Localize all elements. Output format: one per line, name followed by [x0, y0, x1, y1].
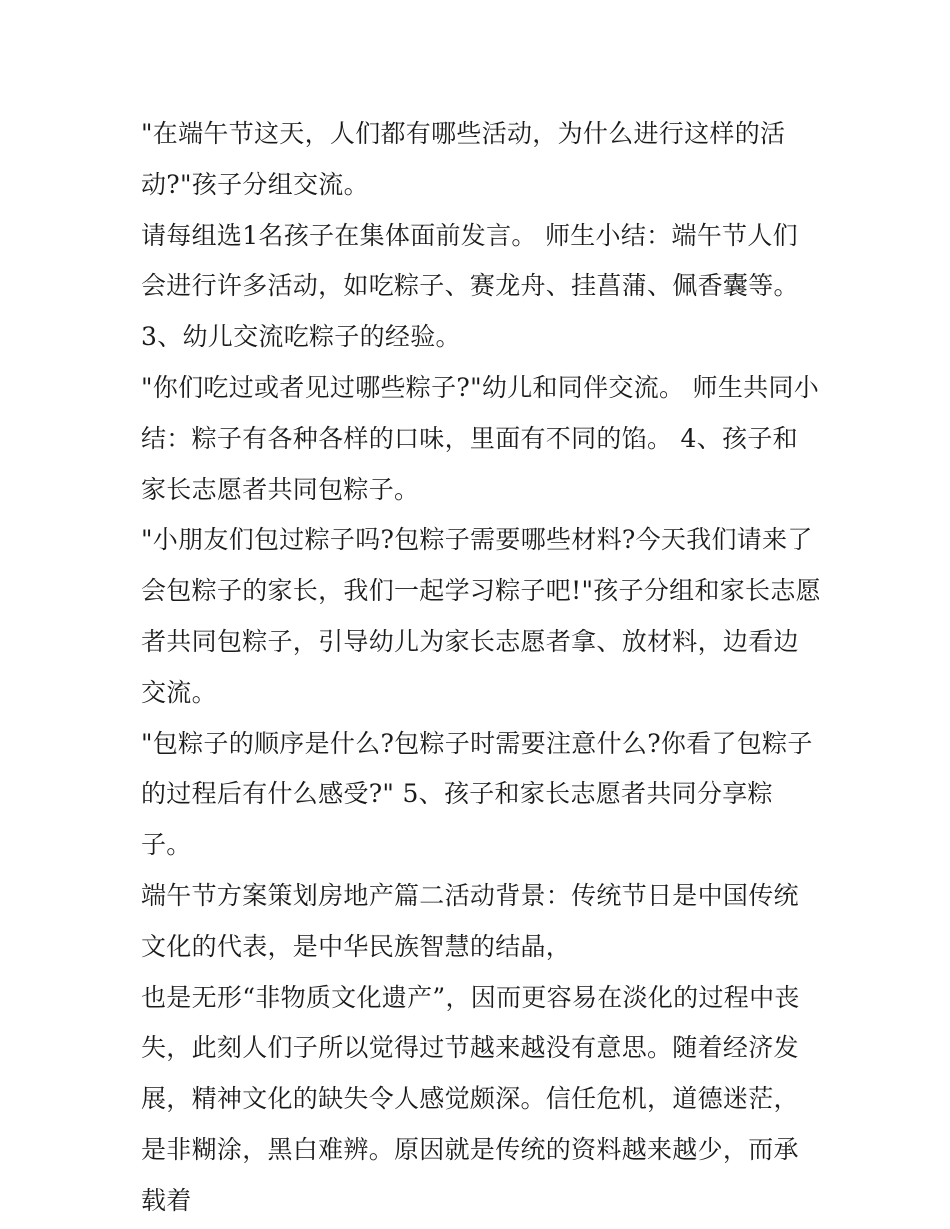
paragraph-5: "小朋友们包过粽子吗?包粽子需要哪些材料?今天我们请来了会包粽子的家长，我们一起学习粽子吧!"孩子分组和家长志愿者共同包粽子，引导幼儿为家长志愿者拿、放材料，边看边交流。 — [141, 525, 821, 707]
paragraph-1: "在端午节这天，人们都有哪些活动，为什么进行这样的活动?"孩子分组交流。 — [141, 119, 786, 199]
paragraph-6: "包粽子的顺序是什么?包粽子时需要注意什么?你看了包粽子的过程后有什么感受?" 5、孩子和家长志愿者共同分享粽子。 — [141, 728, 813, 860]
paragraph-3: 3、幼儿交流吃粽子的经验。 — [141, 322, 461, 352]
paragraph-2: 请每组选1名孩子在集体面前发言。 师生小结：端午节人们会进行许多活动，如吃粽子、赛龙舟、挂菖蒲、佩香囊等。 — [141, 220, 799, 301]
paragraph-4: "你们吃过或者见过哪些粽子?"幼儿和同伴交流。 师生共同小结：粽子有各种各样的口味，里面有不同的馅。 4、孩子和家长志愿者共同包粽子。 — [141, 372, 820, 504]
paragraph-8: 也是无形“非物质文化遗产”，因而更容易在淡化的过程中丧失，此刻人们子所以觉得过节越来越没有意思。随着经济发展，精神文化的缺失令人感觉颇深。信任危机，道德迷茫，是非糊涂，黑白难辨。原因就是传统的资料越来越少，而承载着 — [141, 982, 800, 1215]
paragraph-7: 端午节方案策划房地产篇二活动背景：传统节日是中国传统文化的代表，是中华民族智慧的结晶， — [141, 880, 799, 961]
document-body — [141, 109, 821, 1227]
